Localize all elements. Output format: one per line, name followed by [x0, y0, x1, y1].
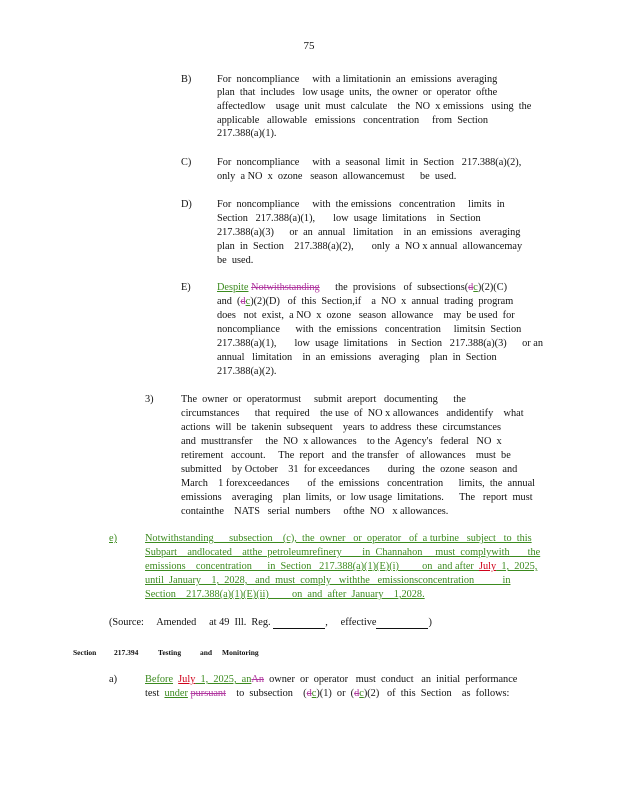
text-line: March 1 forexceedances of the emissions concentration limits, the annual	[181, 478, 535, 489]
text-line: only a NO x ozone season allowancemust be used.	[217, 171, 457, 182]
inserted-text: c	[473, 282, 478, 293]
text-line: plan that includes low usage units, the owner or operator ofthe	[217, 87, 498, 98]
text-line	[217, 296, 513, 308]
inserted-line: Notwithstanding subsection (c), the owner or operator of a turbine subject to this	[145, 533, 532, 544]
deleted-text: Notwithstanding	[251, 282, 320, 293]
source-prefix: (Source:	[109, 617, 144, 628]
section-word: Section	[73, 648, 97, 657]
section-title-word: Monitoring	[222, 648, 259, 657]
inserted-text: under	[164, 688, 188, 699]
text-line: applicable allowable emissions concentration from Section	[217, 115, 489, 126]
item-e-label: E)	[181, 282, 191, 293]
text-line: does not exist, a NO x ozone season allowance may be used for	[217, 310, 515, 321]
text-line: be used.	[217, 255, 254, 266]
text-line: retirement account. The report and the transfer of allowances must be	[181, 450, 511, 461]
text-line: emissions averaging plan limits, or low usage limitations. The report must	[181, 492, 533, 503]
text-line: affectedlow usage unit must calculate the NO x emissions using the	[217, 101, 532, 112]
inserted-text: 1, 2025,	[496, 561, 538, 572]
text-line: circumstances that required the use of NO x allowances andidentify what	[181, 408, 524, 419]
text-span: )(2)(C)	[477, 282, 508, 293]
deleted-text: d	[354, 688, 360, 699]
inserted-text: Before	[145, 674, 174, 685]
inserted-text: Despite	[217, 282, 249, 293]
text-line	[217, 282, 507, 294]
text-line: annual limitation in an emissions averaging plan in Section	[217, 352, 497, 363]
source-reg: at 49 Ill. Reg.	[209, 617, 271, 628]
blank-line	[376, 619, 428, 629]
item-b-label: B)	[181, 74, 192, 85]
text-line: For noncompliance with a seasonal limit in Section 217.388(a)(2),	[217, 157, 522, 168]
item-c-label: C)	[181, 157, 192, 168]
inserted-red-text: July	[178, 674, 196, 685]
text-span: owner or operator must conduct an initial performance	[264, 674, 518, 685]
text-span: the provisions of subsections(	[319, 282, 469, 293]
inserted-red-text: July	[479, 561, 497, 572]
text-span: )(2)(D) of this Section,if a NO x annual trading program	[250, 296, 514, 307]
text-span: )(1) or (	[316, 688, 355, 699]
source-note	[109, 617, 432, 629]
deleted-text: An	[251, 674, 264, 685]
text-span: test	[145, 688, 165, 699]
text-line: and musttransfer the NO x allowances to the Agency's federal NO x	[181, 436, 502, 447]
item-3-label: 3)	[145, 394, 154, 405]
text-line: For noncompliance with the emissions concentration limits in	[217, 199, 505, 210]
deleted-text: pursuant	[190, 688, 226, 699]
text-line: actions will be takenin subsequent years to address these circumstances	[181, 422, 501, 433]
inserted-text: emissions concentration in Section 217.388(a)(1)(E)(i) on and after	[145, 561, 479, 572]
inserted-line: Subpart andlocated atthe petroleumrefinery in Channahon must complywith the	[145, 547, 541, 558]
item-a-label: a)	[109, 674, 117, 685]
inserted-text: c	[311, 688, 317, 699]
inserted-text: c	[245, 296, 251, 307]
section-number: 217.394	[114, 648, 139, 657]
text-line: 217.388(a)(2).	[217, 366, 277, 377]
text-span: )(2) of this Section as follows:	[363, 688, 510, 699]
deleted-text: d	[468, 282, 474, 293]
text-line	[145, 674, 517, 686]
deleted-text: d	[306, 688, 312, 699]
text-span: to subsection (	[225, 688, 307, 699]
inserted-line: until January 1, 2028, and must comply withthe emissionsconcentration in	[145, 575, 511, 586]
section-title-word: Testing	[158, 648, 182, 657]
text-line: submitted by October 31 for exceedances during the ozone season and	[181, 464, 518, 475]
text-line: plan in Section 217.388(a)(2), only a NO x annual allowancemay	[217, 241, 523, 252]
deleted-text: d	[240, 296, 246, 307]
text-line: Section 217.388(a)(1), low usage limitations in Section	[217, 213, 481, 224]
text-line: The owner or operatormust submit areport documenting the	[181, 394, 466, 405]
inserted-text: c	[359, 688, 364, 699]
source-comma: ,	[325, 617, 328, 628]
source-close: )	[428, 617, 432, 628]
text-span: and (	[217, 296, 241, 307]
page-number: 75	[303, 40, 315, 52]
inserted-line: Section 217.388(a)(1)(E)(ii) on and after January 1,2028.	[145, 589, 425, 600]
text-line	[145, 688, 509, 700]
text-line: 217.388(a)(1).	[217, 128, 277, 139]
text-line: 217.388(a)(3) or an annual limitation in an emissions averaging	[217, 227, 521, 238]
section-title-word: and	[200, 648, 213, 657]
item-d-label: D)	[181, 199, 192, 210]
source-amended: Amended	[156, 617, 197, 628]
text-line: For noncompliance with a limitationin an emissions averaging	[217, 74, 498, 85]
text-line: 217.388(a)(1), low usage limitations in Section 217.388(a)(3) or an	[217, 338, 544, 349]
text-line: noncompliance with the emissions concentration limitsin Section	[217, 324, 522, 335]
inserted-text: 1, 2025, an	[195, 674, 252, 685]
blank-line	[273, 619, 325, 629]
inserted-line	[145, 561, 537, 573]
text-line: containthe NATS serial numbers ofthe NO x allowances.	[181, 506, 449, 517]
item-e-lower-label: e)	[109, 533, 117, 544]
source-effective: effective	[340, 617, 377, 628]
